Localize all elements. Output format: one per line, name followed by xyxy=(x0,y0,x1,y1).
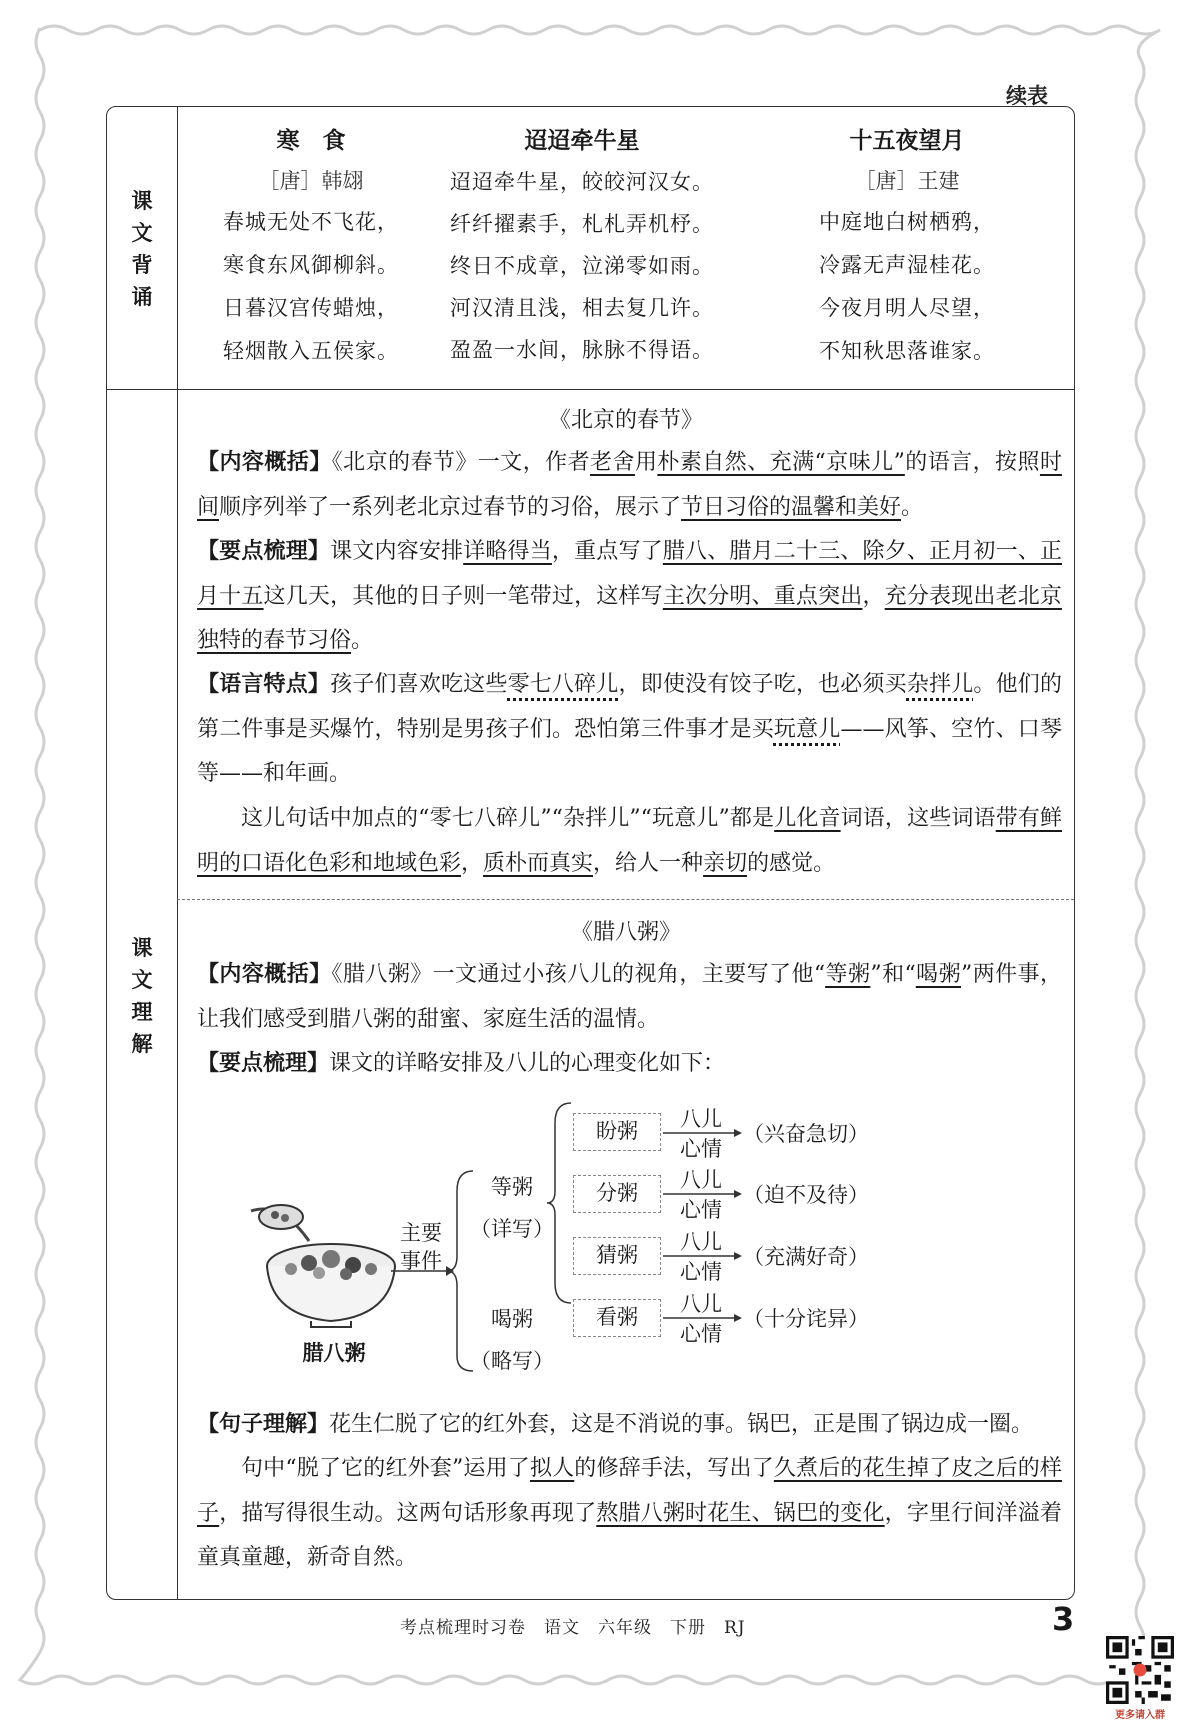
mood-label: （十分诧异） xyxy=(743,1307,869,1331)
continued-label: 续表 xyxy=(1006,84,1048,108)
heart-top: 八儿 xyxy=(680,1292,722,1316)
heart-bottom: 心情 xyxy=(680,1322,722,1346)
labazhou-summary: 【内容概括】《腊八粥》一文通过小孩八儿的视角，主要写了他“等粥”和“喝粥”两件事，让我们感受到腊八粥的甜蜜、家庭生活的温情。 xyxy=(197,962,1062,1032)
stage-box: 猜粥 xyxy=(573,1237,661,1275)
labazhou-points: 【要点梳理】课文的详略安排及八儿的心理变化如下： xyxy=(197,1051,726,1076)
poem-author: ［唐］王建 xyxy=(854,169,960,193)
wait-porridge-label: 等粥 xyxy=(491,1175,533,1199)
beijing-points: 【要点梳理】课文内容安排详略得当，重点写了腊八、腊月二十三、除夕、正月初一、正月十五这几天，其他的日子则一笔带过，这样写主次分明、重点突出，充分表现出老北京独特的春节习俗。 xyxy=(197,539,1062,653)
page-footer: 考点梳理时习卷 语文 六年级 下册 RJ xyxy=(400,1618,746,1638)
poem-title: 寒 食 xyxy=(276,128,346,154)
stage-box: 看粥 xyxy=(573,1299,661,1337)
mood-diagram xyxy=(191,1091,991,1371)
heart-bottom: 心情 xyxy=(680,1260,722,1284)
drink-porridge-label: 喝粥 xyxy=(491,1307,533,1331)
heart-bottom: 心情 xyxy=(680,1137,722,1161)
page-number: 3 xyxy=(1052,1600,1075,1638)
content-table xyxy=(106,106,1075,1600)
drink-porridge-note: （略写） xyxy=(470,1349,554,1373)
stage-box: 盼粥 xyxy=(573,1113,661,1151)
side-label-recitation: 课 文 背 诵 xyxy=(131,189,153,309)
poem-shiwuye: 十五夜望月 ［唐］王建 中庭地白树栖鸦， 冷露无声湿桂花。 今夜月明人尽望， 不知秋思落谁家。 xyxy=(757,121,1057,373)
poem-hanshi: 寒 食 ［唐］韩翃 春城无处不飞花， 寒食东风御柳斜。 日暮汉宫传蜡烛， 轻烟散入五侯家。 xyxy=(199,121,423,373)
poem-title: 迢迢牵牛星 xyxy=(524,128,640,154)
beijing-language: 【语言特点】孩子们喜欢吃这些零七八碎儿，即使没有饺子吃，也必须买杂拌儿。他们的第二件事是买爆竹，特别是男孩子们。恐怕第三件事才是买玩意儿——风筝、空竹、口琴等——和年画。 xyxy=(197,672,1062,786)
beijing-analysis: 这儿句话中加点的“零七八碎儿”“杂拌儿”“玩意儿”都是儿化音词语，这些词语带有鲜明的口语化色彩和地域色彩，质朴而真实，给人一种亲切的感觉。 xyxy=(197,806,1062,876)
mood-label: （兴奋急切） xyxy=(743,1122,869,1146)
side-label-understanding: 课 文 理 解 xyxy=(131,936,153,1056)
heart-top: 八儿 xyxy=(680,1107,722,1131)
beijing-summary: 【内容概括】《北京的春节》一文，作者老舍用朴素自然、充满“京味儿”的语言，按照时间顺序列举了一系列老北京过春节的习俗，展示了节日习俗的温馨和美好。 xyxy=(197,450,1062,520)
labazhou-sentence: 【句子理解】花生仁脱了它的红外套，这是不消说的事。锅巴，正是围了锅边成一圈。 xyxy=(197,1412,1034,1437)
poem-title: 十五夜望月 xyxy=(849,128,965,154)
qr-caption: 更多请入群 xyxy=(1115,1710,1165,1721)
bowl-caption: 腊八粥 xyxy=(302,1341,366,1365)
poem-tiaotiao: 迢迢牵牛星 迢迢牵牛星，皎皎河汉女。 纤纤擢素手，札札弄机杼。 终日不成章，泣涕零如雨。 河汉清且浅，相去复几许。 盈盈一水间，脉脉不得语。 xyxy=(437,121,727,371)
wait-porridge-note: （详写） xyxy=(470,1217,554,1241)
labazhou-analysis: 句中“脱了它的红外套”运用了拟人的修辞手法，写出了久煮后的花生掉了皮之后的样子，描写得很生动。这两句话形象再现了熬腊八粥时花生、锅巴的变化，字里行间洋溢着童真童趣，新奇自然。 xyxy=(197,1456,1062,1570)
heart-bottom: 心情 xyxy=(680,1198,722,1222)
section-title-labazhou: 《腊八粥》 xyxy=(570,920,681,945)
heart-top: 八儿 xyxy=(680,1168,722,1192)
main-events-label: 主要事件 xyxy=(400,1221,442,1273)
stage-box: 分粥 xyxy=(573,1175,661,1213)
section-title-beijing: 《北京的春节》 xyxy=(548,408,703,433)
qr-code-icon xyxy=(1106,1636,1174,1704)
porridge-bowl-icon xyxy=(251,1205,395,1327)
mood-label: （迫不及待） xyxy=(743,1183,869,1207)
heart-top: 八儿 xyxy=(680,1230,722,1254)
poem-author: ［唐］韩翃 xyxy=(258,169,364,193)
mood-label: （充满好奇） xyxy=(743,1245,869,1269)
